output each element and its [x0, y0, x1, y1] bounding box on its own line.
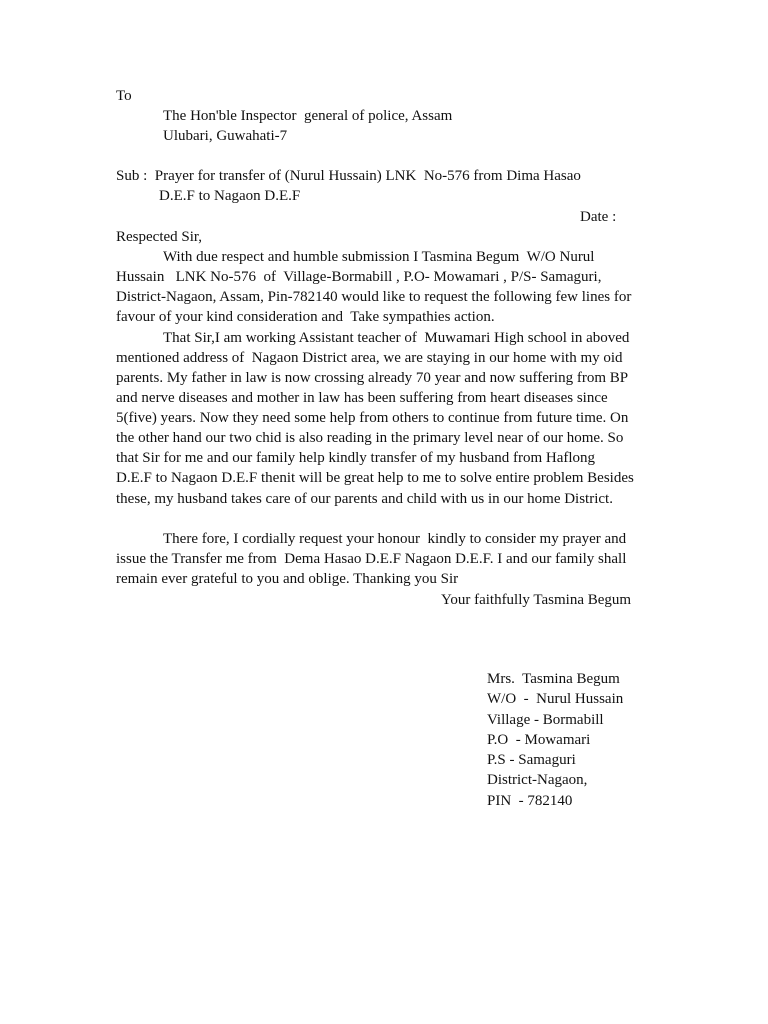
para3-line: issue the Transfer me from Dema Hasao D.E.F Nagaon D.E.F. I and our family shall: [116, 551, 627, 567]
to-label: To: [116, 88, 132, 104]
para2-line: the other hand our two chid is also reading in the primary level near of our home. So: [116, 430, 624, 446]
para3-line: There fore, I cordially request your honour kindly to consider my prayer and: [163, 531, 627, 547]
para2-line: parents. My father in law is now crossing already 70 year and now suffering from BP: [116, 370, 629, 386]
para1-line: With due respect and humble submission I Tasmina Begum W/O Nurul: [163, 249, 595, 265]
recipient-line-1: The Hon'ble Inspector general of police, Assam: [163, 108, 453, 124]
para1-line: District-Nagaon, Assam, Pin-782140 would like to request the following few lines for: [116, 289, 632, 305]
subject-line-2: D.E.F to Nagaon D.E.F: [159, 188, 301, 204]
sender-address-line: Mrs. Tasmina Begum: [487, 671, 620, 687]
para2-line: 5(five) years. Now they need some help from others to continue from future time. On: [116, 410, 629, 426]
sender-address-line: P.S - Samaguri: [487, 752, 576, 769]
para2-line: That Sir,I am working Assistant teacher of Muwamari High school in aboved: [163, 330, 630, 346]
para3-line: remain ever grateful to you and oblige. Thanking you Sir: [116, 571, 459, 587]
closing: Your faithfully Tasmina Begum: [441, 592, 632, 608]
sender-address-line: PIN - 782140: [487, 792, 573, 809]
para2-line: D.E.F to Nagaon D.E.F thenit will be great help to me to solve entire problem Besides: [116, 470, 634, 486]
sender-address-line: Village - Bormabill: [487, 711, 604, 728]
sender-address-line: P.O - Mowamari: [487, 731, 591, 748]
date-label: Date :: [580, 209, 617, 225]
para2-line: these, my husband takes care of our parents and child with us in our home District.: [116, 491, 613, 507]
para2-line: and nerve diseases and mother in law has been suffering from heart diseases since: [116, 390, 608, 406]
para1-line: Hussain LNK No-576 of Village-Bormabill , P.O- Mowamari , P/S- Samaguri,: [116, 269, 602, 285]
sender-address: [487, 669, 623, 811]
para1-line: favour of your kind consideration and Take sympathies action.: [116, 309, 495, 325]
recipient-line-2: Ulubari, Guwahati-7: [163, 128, 288, 144]
sender-address-line: W/O - Nurul Hussain: [487, 691, 624, 708]
para2-line: that Sir for me and our family help kindly transfer of my husband from Haflong: [116, 450, 596, 466]
salutation: Respected Sir,: [116, 229, 203, 245]
subject-line-1: Sub : Prayer for transfer of (Nurul Hussain) LNK No-576 from Dima Hasao: [116, 168, 581, 184]
sender-address-line: District-Nagaon,: [487, 772, 588, 789]
para2-line: mentioned address of Nagaon District area, we are staying in our home with my oid: [116, 350, 623, 366]
